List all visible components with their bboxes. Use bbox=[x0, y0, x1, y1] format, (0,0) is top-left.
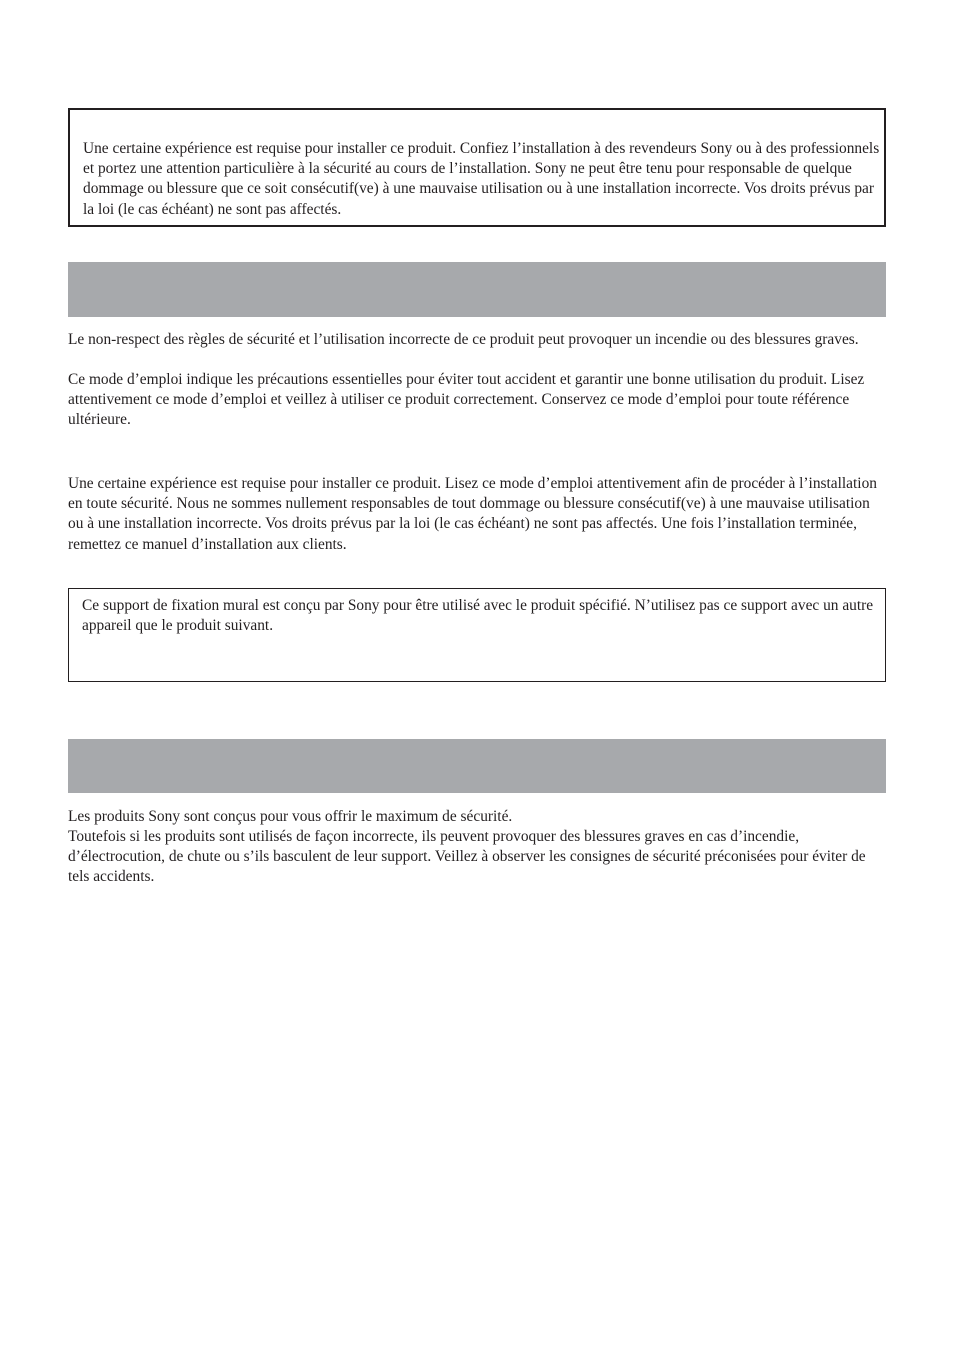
installation-notice-box bbox=[68, 108, 886, 227]
wall-bracket-compatibility-box bbox=[68, 588, 886, 682]
section-heading-band-2 bbox=[68, 739, 886, 793]
installation-notice-text: Une certaine expérience est requise pour installer ce produit. Confiez l’installation à des revendeurs Sony ou à des professionnels et portez une attention particulière à la sécurité au cours de l’installation. Sony ne peut être tenu pour responsable de quelque dommage ou blessure que ce soit consécutif(ve) à une mauvaise utilisation ou à une installation incorrecte. Vos droits prévus par la loi (le cas échéant) ne sont pas affectés. bbox=[83, 140, 880, 218]
manual-usage-paragraph: Ce mode d’emploi indique les précautions essentielles pour éviter tout accident et garantir une bonne utilisation du produit. Lisez attentivement ce mode d’emploi et veillez à utiliser ce produit correctement. Conservez ce mode d’emploi pour toute référence ultérieure. bbox=[68, 371, 865, 429]
sony-safety-paragraph: Les produits Sony sont conçus pour vous offrir le maximum de sécurité. bbox=[68, 808, 513, 825]
incorrect-use-warning-paragraph: Toutefois si les produits sont utilisés de façon incorrecte, ils peuvent provoquer des blessures graves en cas d’incendie, d’électrocution, de chute ou s’ils basculent de leur support. Veillez à observer les consignes de sécurité préconisées pour éviter de tels accidents. bbox=[68, 828, 866, 886]
safety-intro-paragraph: Le non-respect des règles de sécurité et l’utilisation incorrecte de ce produit peut provoquer un incendie ou des blessures graves. bbox=[68, 331, 859, 348]
section-heading-band-1 bbox=[68, 262, 886, 317]
wall-bracket-compatibility-text: Ce support de fixation mural est conçu par Sony pour être utilisé avec le produit spécifié. N’utilisez pas ce support avec un autre appareil que le produit suivant. bbox=[82, 597, 874, 635]
installer-notice-paragraph: Une certaine expérience est requise pour installer ce produit. Lisez ce mode d’emploi attentivement afin de procéder à l’installation en toute sécurité. Nous ne sommes nullement responsables de tout dommage ou blessure consécutif(ve) à une mauvaise utilisation ou à une installation incorrecte. Vos droits prévus par la loi (le cas échéant) ne sont pas affectés. Une fois l’installation terminée, remettez ce manuel d’installation aux clients. bbox=[68, 475, 877, 553]
